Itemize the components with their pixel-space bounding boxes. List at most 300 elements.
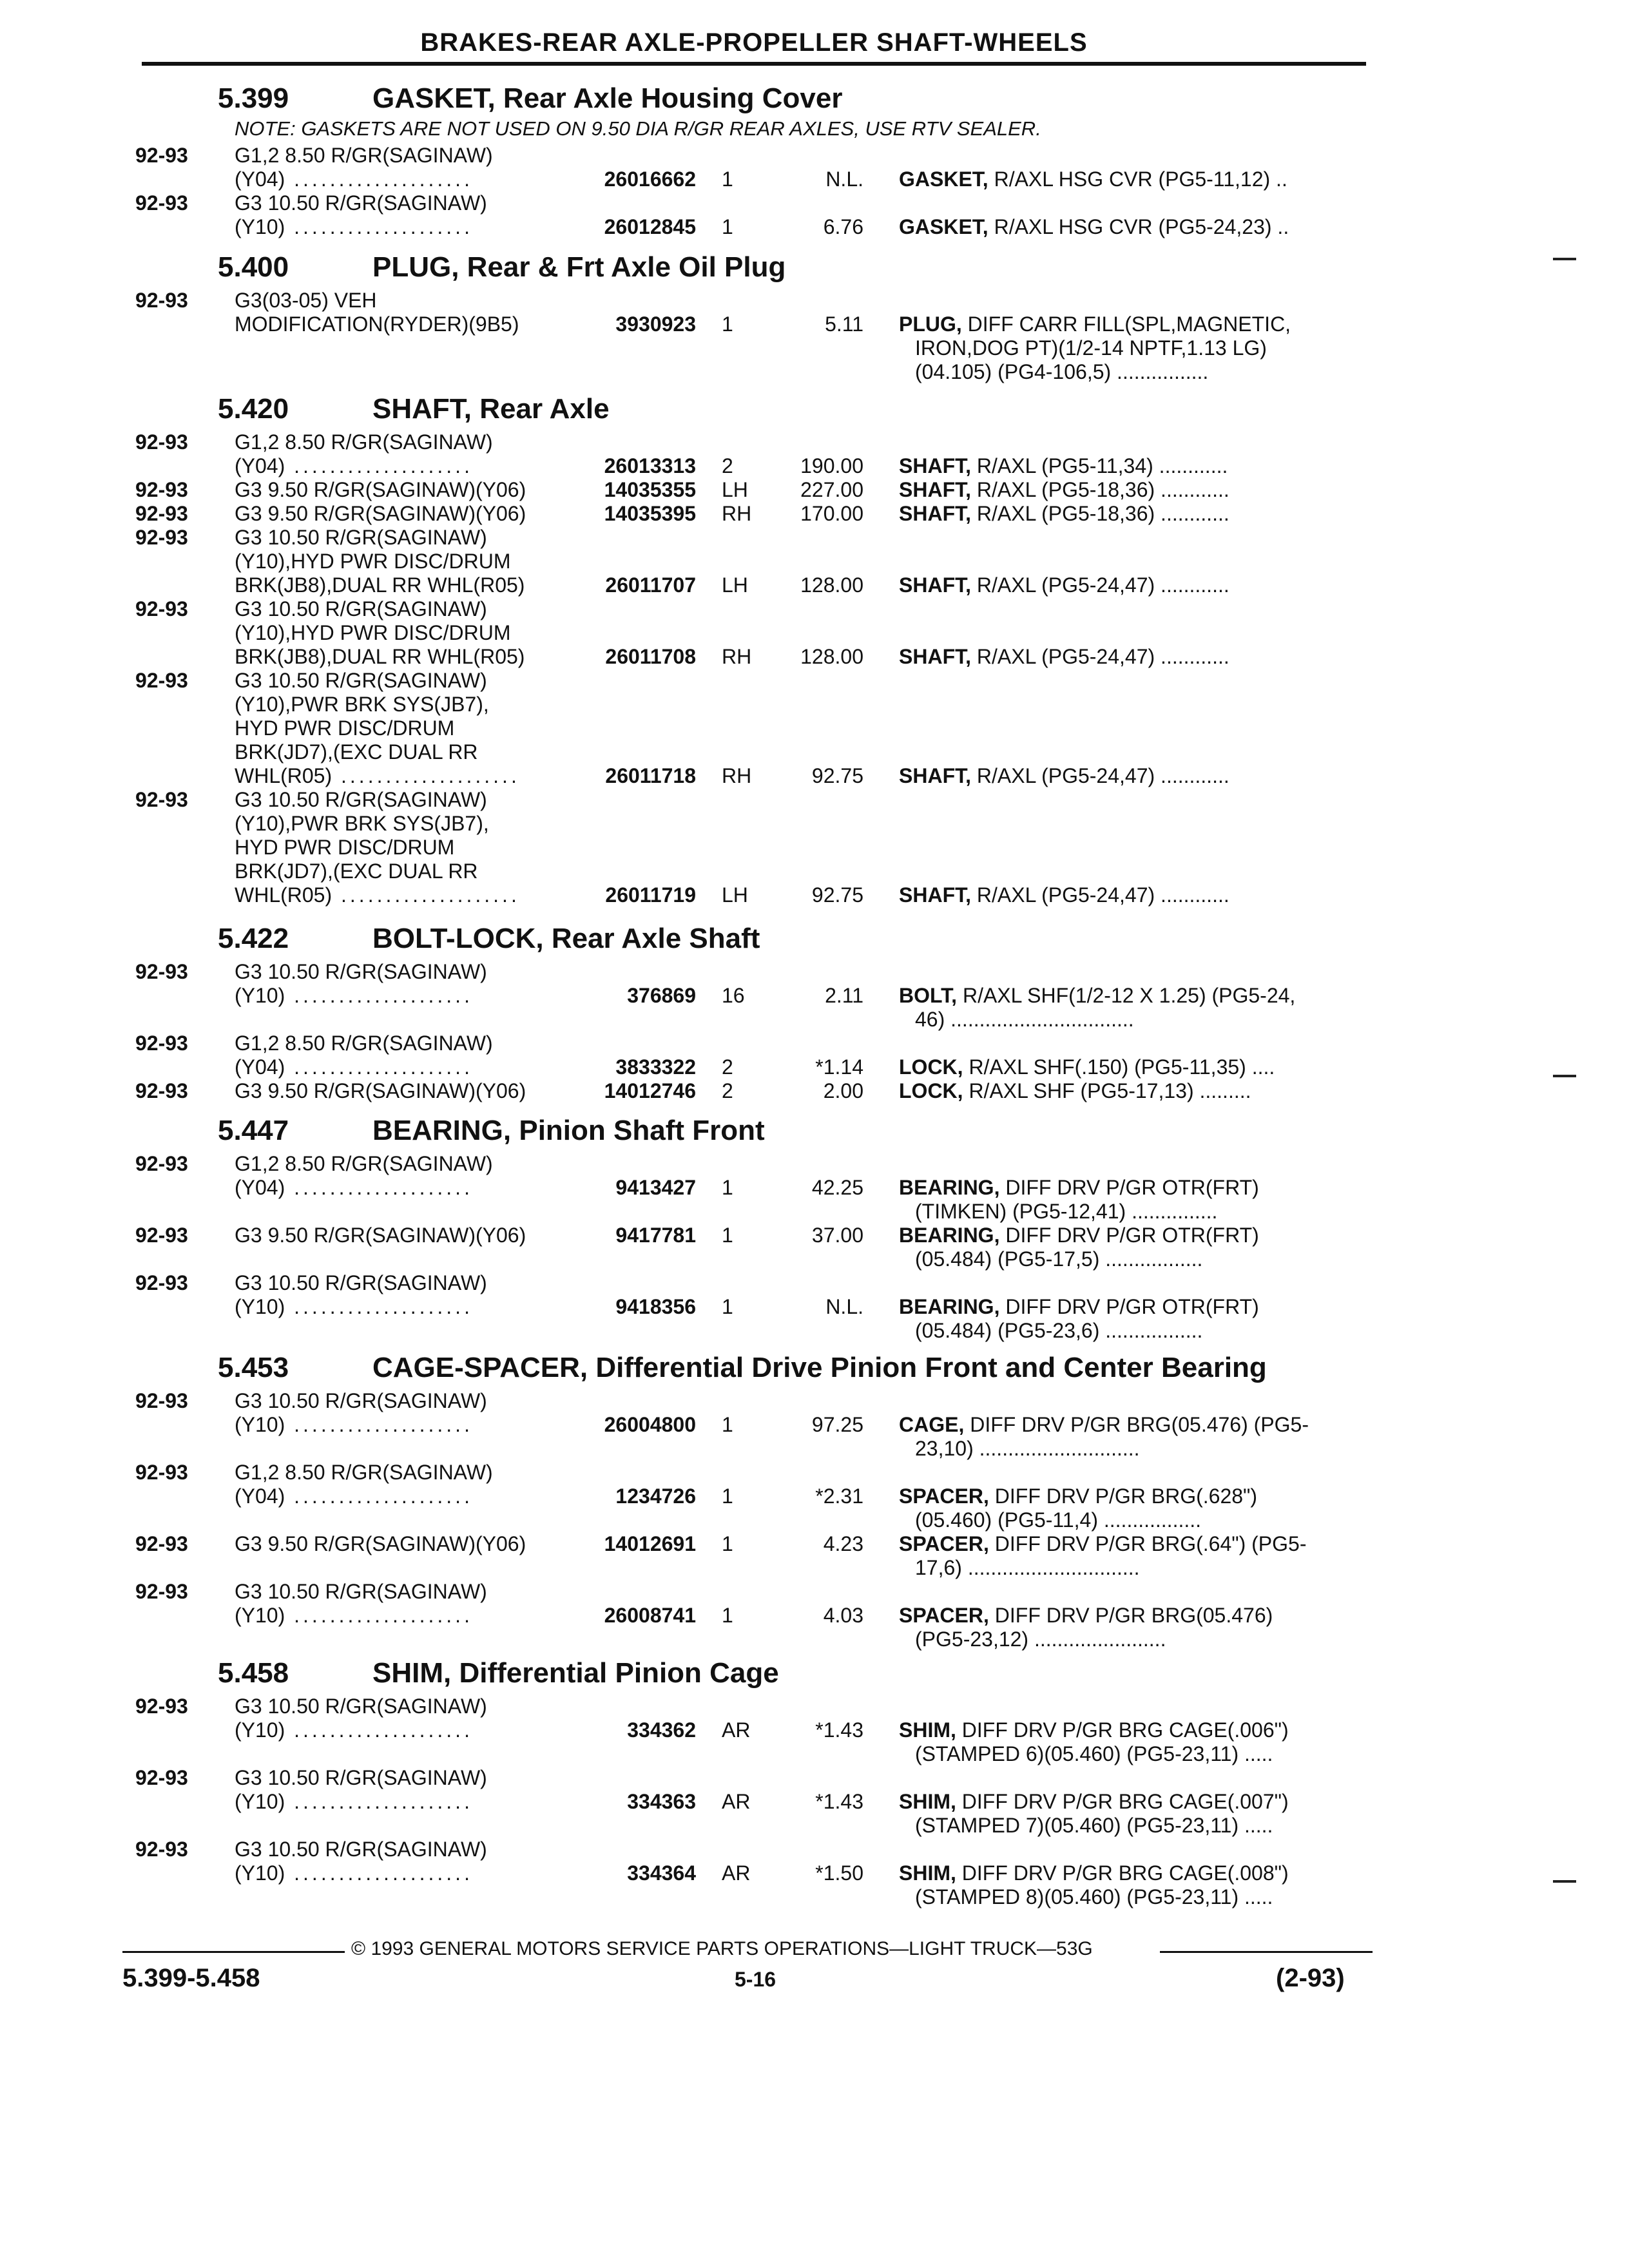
part-description [899, 1861, 1289, 1885]
quantity: 1 [722, 1224, 733, 1247]
part-number: 9417781 [615, 1224, 696, 1247]
section-heading [218, 1115, 765, 1147]
description-text: R/AXL (PG5-18,36) ............ [971, 478, 1229, 501]
part-description [899, 1224, 1259, 1247]
price: 4.23 [823, 1532, 863, 1555]
application-text: (Y04) [235, 1485, 285, 1508]
application-text: G3 9.50 R/GR(SAGINAW)(Y06) [235, 1532, 526, 1555]
price: *2.31 [815, 1485, 863, 1508]
row-application-line [235, 1176, 473, 1200]
application-text: G3 9.50 R/GR(SAGINAW)(Y06) [235, 478, 526, 501]
application-text: (Y10) [235, 1718, 285, 1742]
row-years: 92-93 [135, 1695, 188, 1718]
description-text: DIFF DRV P/GR OTR(FRT) [999, 1224, 1259, 1247]
section-note: NOTE: GASKETS ARE NOT USED ON 9.50 DIA R/GR REAR AXLES, USE RTV SEALER. [235, 117, 1041, 140]
part-description [899, 1718, 1289, 1742]
row-application-line [235, 621, 510, 645]
quantity: RH [722, 645, 752, 668]
row-application-line [235, 645, 525, 669]
price: *1.50 [815, 1861, 863, 1885]
price: *1.43 [815, 1790, 863, 1813]
application-text: G3 10.50 R/GR(SAGINAW) [235, 960, 487, 983]
application-text: (Y10) [235, 1604, 285, 1627]
application-text: (Y10),PWR BRK SYS(JB7), [235, 812, 489, 835]
application-text: G3 10.50 R/GR(SAGINAW) [235, 788, 487, 811]
application-text: G3 10.50 R/GR(SAGINAW) [235, 1695, 487, 1718]
application-text: (Y10) [235, 1413, 285, 1436]
price: 128.00 [800, 645, 863, 668]
row-years: 92-93 [135, 1079, 188, 1102]
row-application-line [235, 1861, 473, 1885]
description-keyword: SHAFT, [899, 883, 971, 907]
row-application-line [235, 984, 473, 1008]
quantity: LH [722, 478, 748, 501]
part-number: 376869 [627, 984, 696, 1007]
quantity: 1 [722, 168, 733, 191]
description-keyword: SHAFT, [899, 573, 971, 597]
description-keyword: BEARING, [899, 1295, 1000, 1318]
quantity: 1 [722, 215, 733, 238]
section-heading [218, 251, 786, 284]
price: *1.43 [815, 1718, 863, 1742]
leader-dots: .................... [285, 1295, 473, 1318]
footer-range: 5.399-5.458 [122, 1964, 260, 1992]
description-keyword: SPACER, [899, 1532, 989, 1555]
price: N.L. [825, 168, 863, 191]
price: 2.00 [823, 1079, 863, 1102]
footer-copyright: © 1993 GENERAL MOTORS SERVICE PARTS OPERATIONS—LIGHT TRUCK—53G [351, 1938, 1093, 1959]
part-description [899, 764, 1229, 788]
row-application-line [235, 1461, 493, 1485]
row-application-line [235, 478, 526, 502]
page-header-title: BRAKES-REAR AXLE-PROPELLER SHAFT-WHEELS [420, 28, 1088, 57]
price: N.L. [825, 1295, 863, 1318]
row-application-line [235, 960, 487, 984]
quantity: 1 [722, 1176, 733, 1199]
quantity: RH [722, 502, 752, 525]
application-text: BRK(JD7),(EXC DUAL RR [235, 740, 478, 764]
description-keyword: GASKET, [899, 168, 988, 191]
part-description [899, 1079, 1251, 1103]
price: 37.00 [811, 1224, 863, 1247]
row-years: 92-93 [135, 1580, 188, 1603]
quantity: 2 [722, 454, 733, 477]
section-number: 5.447 [218, 1115, 289, 1146]
application-text: G3 9.50 R/GR(SAGINAW)(Y06) [235, 502, 526, 525]
quantity: 1 [722, 1532, 733, 1555]
application-text: G1,2 8.50 R/GR(SAGINAW) [235, 144, 493, 167]
part-description [899, 1532, 1306, 1556]
row-application-line [235, 312, 519, 336]
row-application-line [235, 1604, 473, 1628]
description-keyword: BEARING, [899, 1224, 1000, 1247]
row-application-line [235, 573, 525, 597]
price: 42.25 [811, 1176, 863, 1199]
section-title: CAGE-SPACER, Differential Drive Pinion Front and Center Bearing [372, 1352, 1267, 1383]
part-number: 3930923 [615, 312, 696, 336]
row-application-line [235, 788, 487, 812]
description-keyword: SHAFT, [899, 764, 971, 787]
leader-dots: .................... [285, 454, 473, 477]
row-years: 92-93 [135, 960, 188, 983]
row-application-line [235, 1718, 473, 1742]
description-text: R/AXL (PG5-18,36) ............ [971, 502, 1229, 525]
part-description-continued: (04.105) (PG4-106,5) ................ [915, 360, 1209, 383]
application-text: (Y04) [235, 454, 285, 477]
description-text: DIFF DRV P/GR BRG CAGE(.006") [956, 1718, 1289, 1742]
application-text: G3 10.50 R/GR(SAGINAW) [235, 1389, 487, 1412]
part-description-continued: (05.484) (PG5-17,5) ................. [915, 1247, 1203, 1271]
leader-dots: .................... [332, 883, 520, 907]
part-description-continued: IRON,DOG PT)(1/2-14 NPTF,1.13 LG) [915, 336, 1267, 360]
application-text: (Y10) [235, 984, 285, 1007]
row-years: 92-93 [135, 430, 188, 454]
description-text: DIFF DRV P/GR BRG(05.476) [988, 1604, 1273, 1627]
section-title: BOLT-LOCK, Rear Axle Shaft [372, 923, 760, 954]
application-text: HYD PWR DISC/DRUM [235, 716, 455, 740]
application-text: WHL(R05) [235, 883, 333, 907]
row-application-line [235, 597, 487, 621]
part-description-continued: (STAMPED 8)(05.460) (PG5-23,11) ..... [915, 1885, 1273, 1908]
section-title: SHIM, Differential Pinion Cage [372, 1657, 779, 1689]
part-number: 14035355 [604, 478, 696, 501]
leader-dots: .................... [285, 1176, 473, 1199]
section-heading [218, 1352, 1267, 1384]
description-keyword: SHAFT, [899, 502, 971, 525]
description-keyword: LOCK, [899, 1055, 963, 1079]
description-text: R/AXL (PG5-24,47) ............ [971, 883, 1229, 907]
row-years: 92-93 [135, 1032, 188, 1055]
row-application-line [235, 1766, 487, 1790]
description-text: DIFF CARR FILL(SPL,MAGNETIC, [961, 312, 1291, 336]
row-application-line [235, 289, 377, 312]
application-text: G3 10.50 R/GR(SAGINAW) [235, 1271, 487, 1294]
description-text: DIFF DRV P/GR BRG CAGE(.007") [956, 1790, 1289, 1813]
application-text: (Y10) [235, 215, 285, 238]
row-application-line [235, 526, 487, 550]
leader-dots: .................... [285, 1485, 473, 1508]
description-text: DIFF DRV P/GR BRG(.628") [988, 1485, 1258, 1508]
row-application-line [235, 215, 473, 239]
quantity: 16 [722, 984, 745, 1007]
price: 2.11 [825, 984, 863, 1007]
part-description-continued: (STAMPED 7)(05.460) (PG5-23,11) ..... [915, 1814, 1273, 1837]
row-years: 92-93 [135, 788, 188, 811]
application-text: G3 9.50 R/GR(SAGINAW)(Y06) [235, 1079, 526, 1102]
part-number: 26011719 [605, 883, 696, 907]
part-number: 26012845 [604, 215, 696, 238]
leader-dots: .................... [285, 168, 473, 191]
row-application-line [235, 1485, 473, 1508]
application-text: (Y04) [235, 168, 285, 191]
section-number: 5.420 [218, 393, 289, 425]
description-keyword: SHAFT, [899, 478, 971, 501]
quantity: 2 [722, 1079, 733, 1102]
row-years: 92-93 [135, 478, 188, 501]
part-number: 26008741 [604, 1604, 696, 1627]
application-text: G1,2 8.50 R/GR(SAGINAW) [235, 1032, 493, 1055]
leader-dots: .................... [285, 1718, 473, 1742]
row-years: 92-93 [135, 1224, 188, 1247]
part-description [899, 502, 1229, 526]
quantity: 2 [722, 1055, 733, 1079]
margin-mark [1553, 1880, 1576, 1883]
description-keyword: BOLT, [899, 984, 958, 1007]
application-text: MODIFICATION(RYDER)(9B5) [235, 312, 519, 336]
part-description-continued: 17,6) .............................. [915, 1556, 1140, 1579]
row-years: 92-93 [135, 1838, 188, 1861]
description-text: DIFF DRV P/GR BRG(.64") (PG5- [988, 1532, 1307, 1555]
row-application-line [235, 1532, 526, 1556]
quantity: AR [722, 1790, 751, 1813]
part-description-continued: (PG5-23,12) ....................... [915, 1628, 1166, 1651]
price: 170.00 [800, 502, 863, 525]
row-application-line [235, 1695, 487, 1718]
part-number: 3833322 [615, 1055, 696, 1079]
description-text: R/AXL SHF(1/2-12 X 1.25) (PG5-24, [957, 984, 1296, 1007]
price: 5.11 [825, 312, 863, 336]
row-years: 92-93 [135, 1766, 188, 1789]
part-number: 26011707 [605, 573, 696, 597]
description-text: R/AXL SHF (PG5-17,13) ......... [963, 1079, 1251, 1102]
footer-date: (2-93) [1276, 1964, 1345, 1992]
row-years: 92-93 [135, 1461, 188, 1484]
application-text: BRK(JD7),(EXC DUAL RR [235, 860, 478, 883]
row-application-line [235, 1838, 487, 1861]
part-description [899, 312, 1291, 336]
application-text: (Y10),PWR BRK SYS(JB7), [235, 693, 489, 716]
section-title: BEARING, Pinion Shaft Front [372, 1115, 765, 1146]
price: 6.76 [823, 215, 863, 238]
price: 97.25 [811, 1413, 863, 1436]
application-text: G3(03-05) VEH [235, 289, 377, 312]
row-application-line [235, 430, 493, 454]
description-keyword: PLUG, [899, 312, 962, 336]
row-years: 92-93 [135, 289, 188, 312]
part-number: 334362 [627, 1718, 696, 1742]
description-keyword: BEARING, [899, 1176, 1000, 1199]
description-text: DIFF DRV P/GR OTR(FRT) [999, 1295, 1259, 1318]
application-text: G3 10.50 R/GR(SAGINAW) [235, 191, 487, 215]
application-text: G1,2 8.50 R/GR(SAGINAW) [235, 1152, 493, 1175]
price: 92.75 [811, 764, 863, 787]
quantity: AR [722, 1718, 751, 1742]
leader-dots: .................... [332, 764, 520, 787]
header-rule [142, 62, 1366, 66]
application-text: G3 10.50 R/GR(SAGINAW) [235, 526, 487, 549]
part-description [899, 573, 1229, 597]
description-keyword: GASKET, [899, 215, 988, 238]
application-text: BRK(JB8),DUAL RR WHL(R05) [235, 645, 525, 668]
price: 227.00 [800, 478, 863, 501]
leader-dots: .................... [285, 1055, 473, 1079]
quantity: LH [722, 573, 748, 597]
row-application-line [235, 1032, 493, 1055]
row-application-line [235, 883, 520, 907]
description-text: R/AXL (PG5-24,47) ............ [971, 573, 1229, 597]
part-description [899, 1055, 1275, 1079]
row-years: 92-93 [135, 1532, 188, 1555]
row-application-line [235, 1295, 473, 1319]
description-text: DIFF DRV P/GR OTR(FRT) [999, 1176, 1259, 1199]
part-number: 26016662 [604, 168, 696, 191]
description-text: R/AXL HSG CVR (PG5-24,23) .. [988, 215, 1289, 238]
part-number: 26011718 [605, 764, 696, 787]
application-text: G3 10.50 R/GR(SAGINAW) [235, 597, 487, 620]
section-title: SHAFT, Rear Axle [372, 393, 610, 425]
quantity: 1 [722, 312, 733, 336]
row-years: 92-93 [135, 669, 188, 692]
description-keyword: SHIM, [899, 1718, 956, 1742]
price: 190.00 [800, 454, 863, 477]
part-number: 14012691 [604, 1532, 696, 1555]
section-number: 5.458 [218, 1657, 289, 1689]
part-description-continued: 23,10) ............................ [915, 1437, 1140, 1460]
row-application-line [235, 1580, 487, 1604]
part-description [899, 1413, 1309, 1437]
application-text: (Y04) [235, 1055, 285, 1079]
price: *1.14 [815, 1055, 863, 1079]
row-application-line [235, 454, 473, 478]
footer-rule-left [122, 1951, 345, 1953]
description-text: DIFF DRV P/GR BRG(05.476) (PG5- [964, 1413, 1309, 1436]
part-description [899, 478, 1229, 502]
row-application-line [235, 836, 454, 860]
part-description [899, 1295, 1259, 1319]
section-heading [218, 923, 760, 955]
part-description [899, 1485, 1257, 1508]
description-text: R/AXL (PG5-24,47) ............ [971, 764, 1229, 787]
part-description [899, 168, 1287, 191]
row-application-line [235, 1271, 487, 1295]
application-text: HYD PWR DISC/DRUM [235, 836, 455, 859]
section-heading [218, 82, 842, 115]
part-description [899, 454, 1228, 478]
part-description-continued: (05.484) (PG5-23,6) ................. [915, 1319, 1203, 1342]
section-number: 5.453 [218, 1352, 289, 1383]
margin-mark [1553, 1075, 1576, 1077]
row-application-line [235, 550, 510, 573]
description-keyword: SHIM, [899, 1861, 956, 1885]
part-description-continued: (05.460) (PG5-11,4) ................. [915, 1508, 1202, 1532]
row-application-line [235, 144, 493, 168]
quantity: AR [722, 1861, 751, 1885]
row-years: 92-93 [135, 526, 188, 549]
application-text: G3 10.50 R/GR(SAGINAW) [235, 1838, 487, 1861]
part-number: 26013313 [604, 454, 696, 477]
row-application-line [235, 502, 526, 526]
application-text: (Y10),HYD PWR DISC/DRUM [235, 621, 511, 644]
row-application-line [235, 669, 487, 693]
part-number: 1234726 [615, 1485, 696, 1508]
description-text: DIFF DRV P/GR BRG CAGE(.008") [956, 1861, 1289, 1885]
row-years: 92-93 [135, 1389, 188, 1412]
part-description [899, 883, 1229, 907]
part-number: 9418356 [615, 1295, 696, 1318]
row-application-line [235, 716, 454, 740]
section-heading [218, 1657, 779, 1689]
quantity: 1 [722, 1485, 733, 1508]
section-title: GASKET, Rear Axle Housing Cover [372, 82, 843, 114]
part-number: 14012746 [604, 1079, 696, 1102]
quantity: 1 [722, 1604, 733, 1627]
quantity: 1 [722, 1413, 733, 1436]
row-application-line [235, 740, 478, 764]
application-text: (Y10) [235, 1790, 285, 1813]
row-application-line [235, 191, 487, 215]
row-application-line [235, 764, 520, 788]
leader-dots: .................... [285, 215, 473, 238]
description-keyword: SHAFT, [899, 645, 971, 668]
leader-dots: .................... [285, 1413, 473, 1436]
row-application-line [235, 860, 478, 883]
quantity: RH [722, 764, 752, 787]
part-number: 334363 [627, 1790, 696, 1813]
description-text: R/AXL SHF(.150) (PG5-11,35) .... [963, 1055, 1275, 1079]
part-number: 334364 [627, 1861, 696, 1885]
application-text: (Y10) [235, 1295, 285, 1318]
row-years: 92-93 [135, 1152, 188, 1175]
description-keyword: SPACER, [899, 1604, 989, 1627]
description-text: R/AXL HSG CVR (PG5-11,12) .. [988, 168, 1287, 191]
leader-dots: .................... [285, 1790, 473, 1813]
quantity: 1 [722, 1295, 733, 1318]
section-number: 5.399 [218, 82, 289, 114]
application-text: G1,2 8.50 R/GR(SAGINAW) [235, 430, 493, 454]
section-heading [218, 393, 610, 425]
section-title: PLUG, Rear & Frt Axle Oil Plug [372, 251, 786, 283]
row-application-line [235, 812, 489, 836]
row-application-line [235, 1389, 487, 1413]
description-keyword: LOCK, [899, 1079, 963, 1102]
part-description-continued: (STAMPED 6)(05.460) (PG5-23,11) ..... [915, 1742, 1273, 1765]
part-number: 26004800 [604, 1413, 696, 1436]
row-application-line [235, 693, 489, 716]
leader-dots: .................... [285, 984, 473, 1007]
description-keyword: SHIM, [899, 1790, 956, 1813]
part-number: 9413427 [615, 1176, 696, 1199]
footer-rule-right [1160, 1951, 1373, 1953]
section-number: 5.422 [218, 923, 289, 954]
row-application-line [235, 1055, 473, 1079]
part-description-continued: 46) ................................ [915, 1008, 1134, 1031]
section-number: 5.400 [218, 251, 289, 283]
part-description [899, 1176, 1259, 1200]
row-application-line [235, 1152, 493, 1176]
description-keyword: CAGE, [899, 1413, 965, 1436]
row-application-line [235, 1413, 473, 1437]
application-text: WHL(R05) [235, 764, 333, 787]
part-number: 14035395 [604, 502, 696, 525]
application-text: BRK(JB8),DUAL RR WHL(R05) [235, 573, 525, 597]
application-text: G3 10.50 R/GR(SAGINAW) [235, 669, 487, 692]
price: 128.00 [800, 573, 863, 597]
row-years: 92-93 [135, 597, 188, 620]
application-text: G1,2 8.50 R/GR(SAGINAW) [235, 1461, 493, 1484]
application-text: (Y04) [235, 1176, 285, 1199]
part-description [899, 1790, 1289, 1814]
row-years: 92-93 [135, 1271, 188, 1294]
leader-dots: .................... [285, 1861, 473, 1885]
application-text: G3 10.50 R/GR(SAGINAW) [235, 1580, 487, 1603]
margin-mark [1553, 258, 1576, 260]
part-number: 26011708 [605, 645, 696, 668]
row-years: 92-93 [135, 144, 188, 167]
footer-page-number: 5-16 [735, 1968, 776, 1991]
leader-dots: .................... [285, 1604, 473, 1627]
description-text: R/AXL (PG5-24,47) ............ [971, 645, 1229, 668]
row-years: 92-93 [135, 191, 188, 215]
